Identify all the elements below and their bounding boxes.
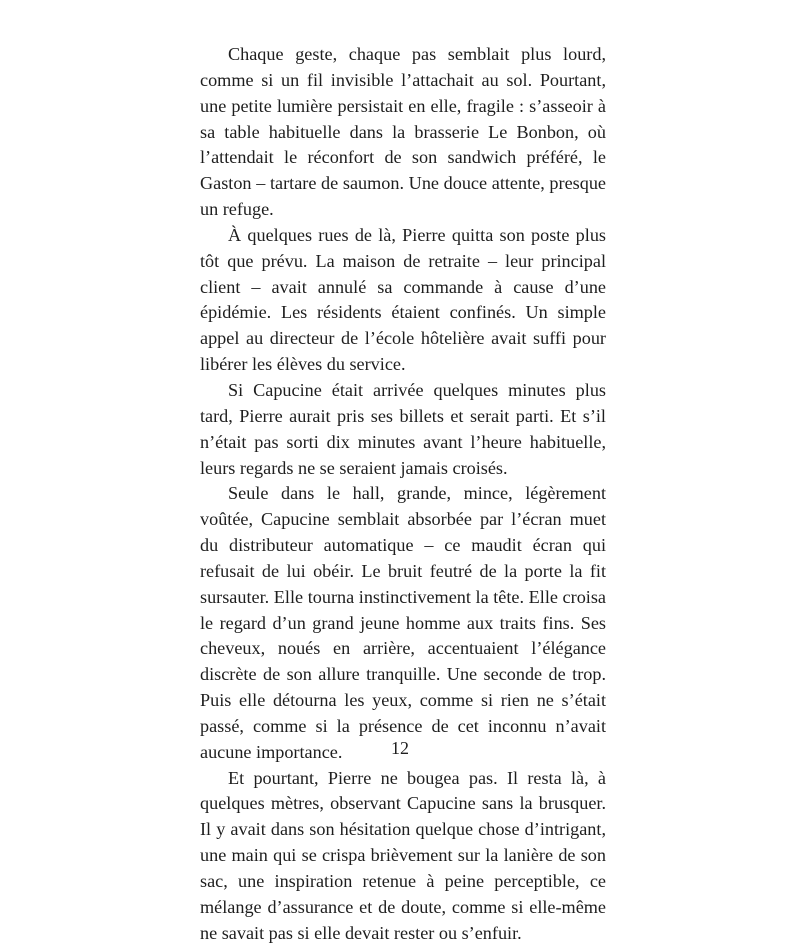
body-text: [200, 42, 606, 947]
paragraph: Seule dans le hall, grande, mince, légèrement voûtée, Capucine semblait absorbée par l’écran muet du distributeur automatique – ce maudit écran qui refusait de lui obéir. Le bruit feutré de la porte la fit sursauter. Elle tourna instinctivement la tête. Elle croisa le regard d’un grand jeune homme aux traits fins. Ses cheveux, noués en arrière, accentuaient l’élégance discrète de son allure tranquille. Une seconde de trop. Puis elle détourna les yeux, comme si rien ne s’était passé, comme si la présence de cet inconnu n’avait aucune importance.: [200, 483, 606, 762]
page-number: 12: [391, 738, 409, 758]
paragraph: Si Capucine était arrivée quelques minutes plus tard, Pierre aurait pris ses billets et serait parti. Et s’il n’était pas sorti dix minutes avant l’heure habituelle, leurs regards ne se seraient jamais croisés.: [200, 379, 606, 478]
paragraph: À quelques rues de là, Pierre quitta son poste plus tôt que prévu. La maison de retraite – leur principal client – avait annulé sa commande à cause d’une épidémie. Les résidents étaient confinés. Un simple appel au directeur de l’école hôtelière avait suffi pour libérer les élèves du service.: [200, 224, 606, 375]
paragraph: Et pourtant, Pierre ne bougea pas. Il resta là, à quelques mètres, observant Capucine sans la brusquer. Il y avait dans son hésitation quelque chose d’intrigant, une main qui se crispa brièvement sur la lanière de son sac, une inspiration retenue à peine perceptible, ce mélange d’assurance et de doute, comme si elle-même ne savait pas si elle devait rester ou s’enfuir.: [200, 767, 606, 943]
paragraph: Chaque geste, chaque pas semblait plus lourd, comme si un fil invisible l’attachait au sol. Pourtant, une petite lumière persistait en elle, fragile : s’asseoir à sa table habituelle dans la brasserie Le Bonbon, où l’attendait le réconfort de son sandwich préféré, le Gaston – tartare de saumon. Une douce attente, presque un refuge.: [200, 44, 606, 220]
